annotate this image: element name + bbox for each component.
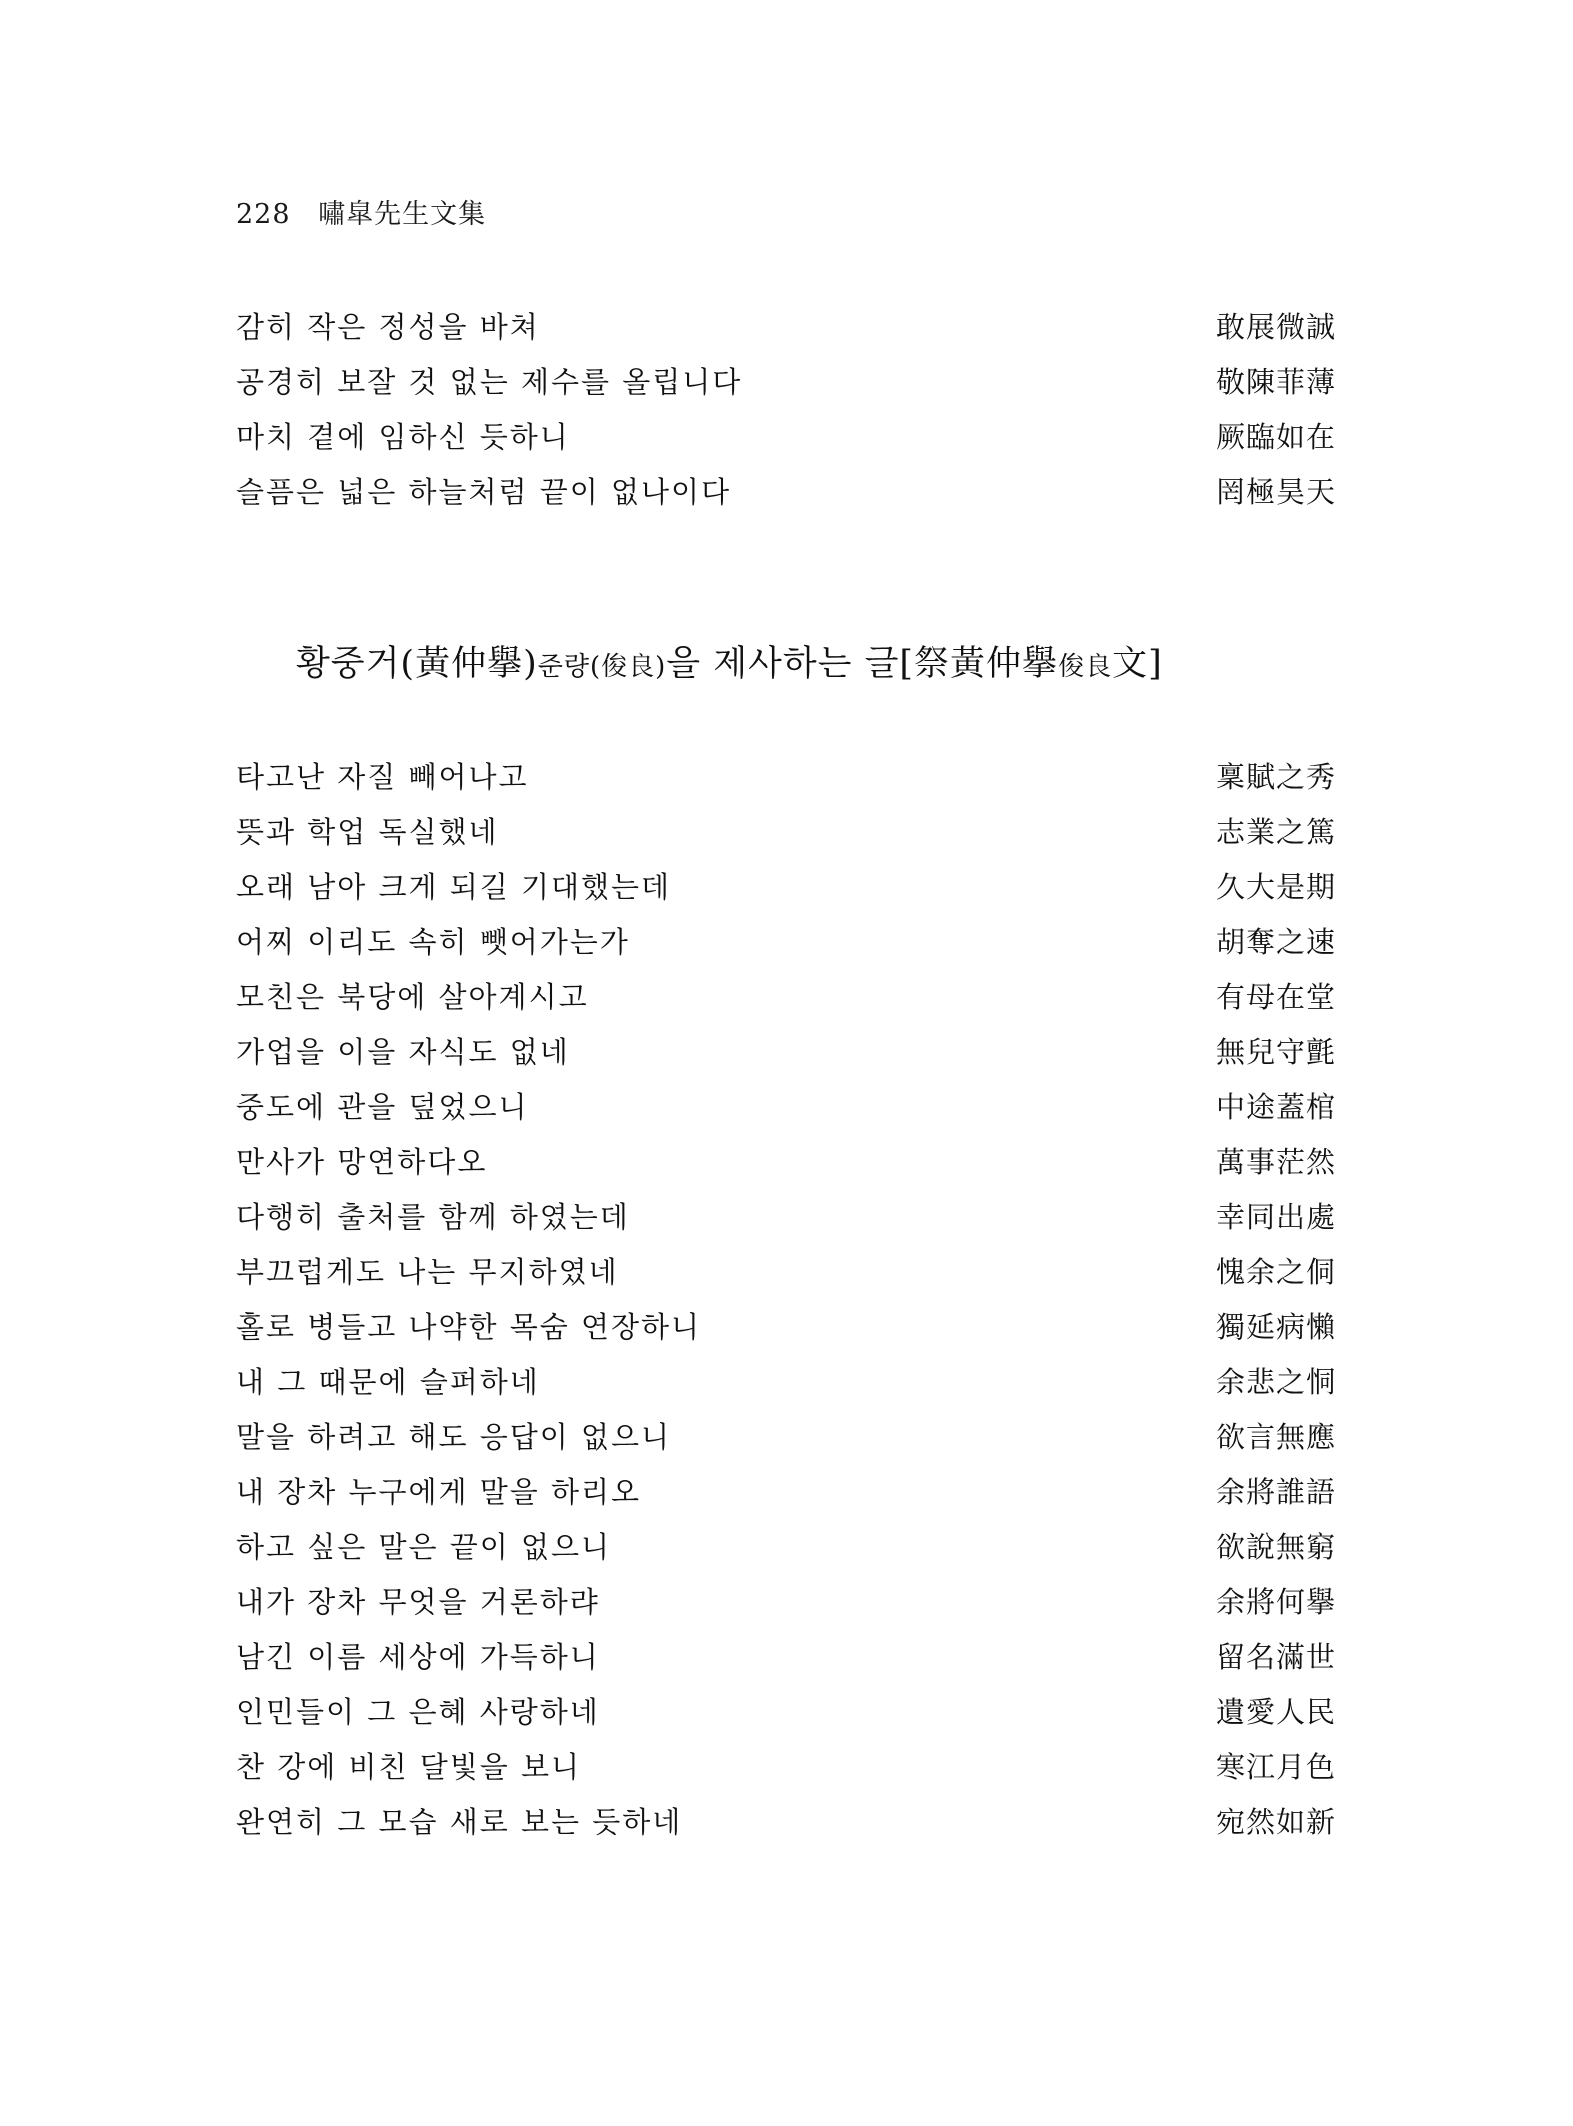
title-part: 文]: [1112, 644, 1163, 684]
korean-line: 홀로 병들고 나약한 목숨 연장하니: [236, 1310, 702, 1344]
chinese-line: 余將何擧: [1215, 1585, 1336, 1619]
poem-line: [236, 300, 1336, 355]
korean-line: 모친은 북당에 살아계시고: [236, 980, 589, 1014]
book-title: 嘯皐先生文集: [318, 199, 487, 230]
chinese-line: 遺愛人民: [1215, 1695, 1336, 1729]
chinese-line: 胡奪之速: [1215, 925, 1336, 959]
chinese-line: 余將誰語: [1215, 1475, 1336, 1509]
korean-line: 내 그 때문에 슬퍼하네: [236, 1365, 540, 1399]
chinese-line: 留名滿世: [1215, 1640, 1336, 1674]
korean-line: 찬 강에 비친 달빛을 보니: [236, 1750, 582, 1784]
korean-line: 뜻과 학업 독실했네: [236, 815, 499, 849]
poem-line: [236, 1520, 1336, 1575]
korean-line: 중도에 관을 덮었으니: [236, 1090, 529, 1124]
korean-line: 가업을 이을 자식도 없네: [236, 1035, 570, 1069]
korean-line: 하고 싶은 말은 끝이 없으니: [236, 1530, 612, 1564]
korean-line: 인민들이 그 은혜 사랑하네: [236, 1695, 600, 1729]
korean-line: 내 장차 누구에게 말을 하리오: [236, 1475, 642, 1509]
chinese-line: 敬陳菲薄: [1215, 365, 1336, 399]
chinese-line: 稟賦之秀: [1215, 760, 1336, 794]
korean-line: 만사가 망연하다오: [236, 1145, 488, 1179]
chinese-line: 萬事茫然: [1215, 1145, 1336, 1179]
korean-line: 완연히 그 모습 새로 보는 듯하네: [236, 1805, 683, 1839]
poem-section-1: [236, 300, 1336, 520]
chinese-line: 無兒守氈: [1215, 1035, 1336, 1069]
chinese-line: 欲說無窮: [1215, 1530, 1336, 1564]
section-title: [296, 636, 1163, 686]
chinese-line: 愧余之侗: [1215, 1255, 1336, 1289]
chinese-line: 敢展微誠: [1215, 310, 1336, 344]
poem-line: [236, 1630, 1336, 1685]
poem-line: [236, 1300, 1336, 1355]
title-part-small: 俊良: [1058, 652, 1113, 682]
chinese-line: 余悲之恫: [1215, 1365, 1336, 1399]
chinese-line: 久大是期: [1215, 870, 1336, 904]
title-part: 을 제사하는 글[祭黃仲擧: [666, 644, 1059, 684]
poem-line: [236, 915, 1336, 970]
poem-line: [236, 465, 1336, 520]
poem-line: [236, 750, 1336, 805]
poem-line: [236, 1355, 1336, 1410]
korean-line: 슬픔은 넓은 하늘처럼 끝이 없나이다: [236, 475, 732, 509]
korean-line: 말을 하려고 해도 응답이 없으니: [236, 1420, 672, 1454]
poem-line: [236, 1465, 1336, 1520]
poem-line: [236, 1080, 1336, 1135]
poem-line: [236, 1575, 1336, 1630]
chinese-line: 寒江月色: [1215, 1750, 1336, 1784]
poem-line: [236, 355, 1336, 410]
title-part: 황중거(黃仲擧): [296, 644, 538, 684]
poem-line: [236, 1740, 1336, 1795]
page-header: [236, 192, 486, 231]
poem-line: [236, 1135, 1336, 1190]
chinese-line: 宛然如新: [1215, 1805, 1336, 1839]
korean-line: 오래 남아 크게 되길 기대했는데: [236, 870, 672, 904]
korean-line: 타고난 자질 빼어나고: [236, 760, 529, 794]
poem-line: [236, 1410, 1336, 1465]
title-part-small: 준량(俊良): [537, 652, 667, 682]
chinese-line: 幸同出處: [1215, 1200, 1336, 1234]
korean-line: 마치 곁에 임하신 듯하니: [236, 420, 570, 454]
poem-line: [236, 1795, 1336, 1850]
chinese-line: 獨延病懶: [1215, 1310, 1336, 1344]
chinese-line: 罔極昊天: [1215, 475, 1336, 509]
page-number: 228: [236, 199, 291, 230]
chinese-line: 有母在堂: [1215, 980, 1336, 1014]
korean-line: 어찌 이리도 속히 뺏어가는가: [236, 925, 630, 959]
korean-line: 부끄럽게도 나는 무지하였네: [236, 1255, 619, 1289]
poem-line: [236, 860, 1336, 915]
poem-line: [236, 805, 1336, 860]
korean-line: 다행히 출처를 함께 하였는데: [236, 1200, 630, 1234]
korean-line: 남긴 이름 세상에 가득하니: [236, 1640, 600, 1674]
poem-section-2: [236, 750, 1336, 1850]
chinese-line: 欲言無應: [1215, 1420, 1336, 1454]
chinese-line: 中途蓋棺: [1215, 1090, 1336, 1124]
chinese-line: 志業之篤: [1215, 815, 1336, 849]
korean-line: 감히 작은 정성을 바쳐: [236, 310, 540, 344]
poem-line: [236, 1245, 1336, 1300]
poem-line: [236, 1685, 1336, 1740]
poem-line: [236, 1190, 1336, 1245]
poem-line: [236, 1025, 1336, 1080]
korean-line: 내가 장차 무엇을 거론하랴: [236, 1585, 600, 1619]
poem-line: [236, 970, 1336, 1025]
chinese-line: 厥臨如在: [1215, 420, 1336, 454]
poem-line: [236, 410, 1336, 465]
korean-line: 공경히 보잘 것 없는 제수를 올립니다: [236, 365, 743, 399]
